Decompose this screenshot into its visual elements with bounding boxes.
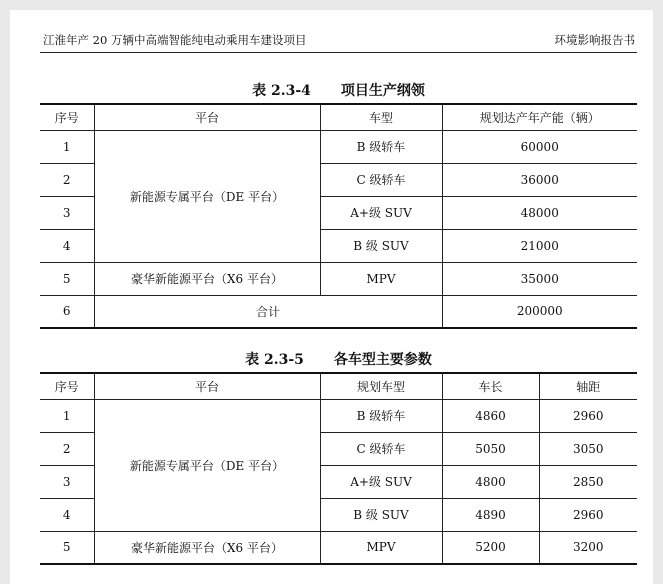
row-number: 2: [40, 163, 94, 196]
platform-cell: 新能源专属平台（DE 平台）: [94, 399, 320, 531]
row-number: 6: [40, 295, 94, 328]
column-header: 序号: [40, 104, 94, 130]
total-row: [40, 295, 637, 328]
row-number: 3: [40, 465, 94, 498]
model-cell: C 级轿车: [320, 432, 442, 465]
length-cell: 5050: [442, 432, 539, 465]
row-number: 4: [40, 229, 94, 262]
length-cell: 4800: [442, 465, 539, 498]
row-number: 5: [40, 531, 94, 564]
length-cell: 4890: [442, 498, 539, 531]
model-cell: C 级轿车: [320, 163, 442, 196]
row-number: 4: [40, 498, 94, 531]
production-program-table: [40, 103, 637, 329]
row-number: 3: [40, 196, 94, 229]
wheelbase-cell: 2850: [539, 465, 637, 498]
table-row: [40, 399, 637, 432]
table-row: [40, 262, 637, 295]
model-cell: MPV: [320, 262, 442, 295]
column-header: 平台: [94, 373, 320, 399]
total-label: 合计: [94, 295, 442, 328]
row-number: 2: [40, 432, 94, 465]
wheelbase-cell: 2960: [539, 399, 637, 432]
column-header: 平台: [94, 104, 320, 130]
column-header: 轴距: [539, 373, 637, 399]
table-header-row: [40, 373, 637, 399]
page-header: [40, 28, 637, 53]
total-value: 200000: [442, 295, 637, 328]
table1-number: 表 2.3-4: [252, 83, 311, 99]
column-header: 规划车型: [320, 373, 442, 399]
table-row: [40, 531, 637, 564]
model-cell: A+级 SUV: [320, 196, 442, 229]
wheelbase-cell: 3200: [539, 531, 637, 564]
row-number: 5: [40, 262, 94, 295]
table1-title: 项目生产纲领: [340, 83, 425, 99]
table2-title: 各车型主要参数: [333, 352, 432, 368]
row-number: 1: [40, 130, 94, 163]
header-project-title: 江淮年产 20 万辆中高端智能纯电动乘用车建设项目: [43, 33, 307, 47]
model-cell: MPV: [320, 531, 442, 564]
capacity-cell: 35000: [442, 262, 637, 295]
platform-cell: 豪华新能源平台（X6 平台）: [94, 531, 320, 564]
wheelbase-cell: 2960: [539, 498, 637, 531]
document-page: [10, 10, 653, 584]
table2-caption: [40, 349, 637, 369]
table2-number: 表 2.3-5: [245, 352, 304, 368]
header-doc-type: 环境影响报告书: [554, 33, 635, 47]
capacity-cell: 21000: [442, 229, 637, 262]
wheelbase-cell: 3050: [539, 432, 637, 465]
capacity-cell: 36000: [442, 163, 637, 196]
column-header: 规划达产年产能（辆）: [442, 104, 637, 130]
platform-cell: 新能源专属平台（DE 平台）: [94, 130, 320, 262]
column-header: 序号: [40, 373, 94, 399]
model-cell: B 级轿车: [320, 399, 442, 432]
model-cell: A+级 SUV: [320, 465, 442, 498]
platform-cell: 豪华新能源平台（X6 平台）: [94, 262, 320, 295]
column-header: 车长: [442, 373, 539, 399]
capacity-cell: 48000: [442, 196, 637, 229]
table-row: [40, 130, 637, 163]
table1-caption: [40, 80, 637, 100]
model-cell: B 级 SUV: [320, 229, 442, 262]
length-cell: 5200: [442, 531, 539, 564]
length-cell: 4860: [442, 399, 539, 432]
column-header: 车型: [320, 104, 442, 130]
model-cell: B 级轿车: [320, 130, 442, 163]
row-number: 1: [40, 399, 94, 432]
vehicle-parameters-table: [40, 372, 637, 565]
model-cell: B 级 SUV: [320, 498, 442, 531]
capacity-cell: 60000: [442, 130, 637, 163]
table-header-row: [40, 104, 637, 130]
